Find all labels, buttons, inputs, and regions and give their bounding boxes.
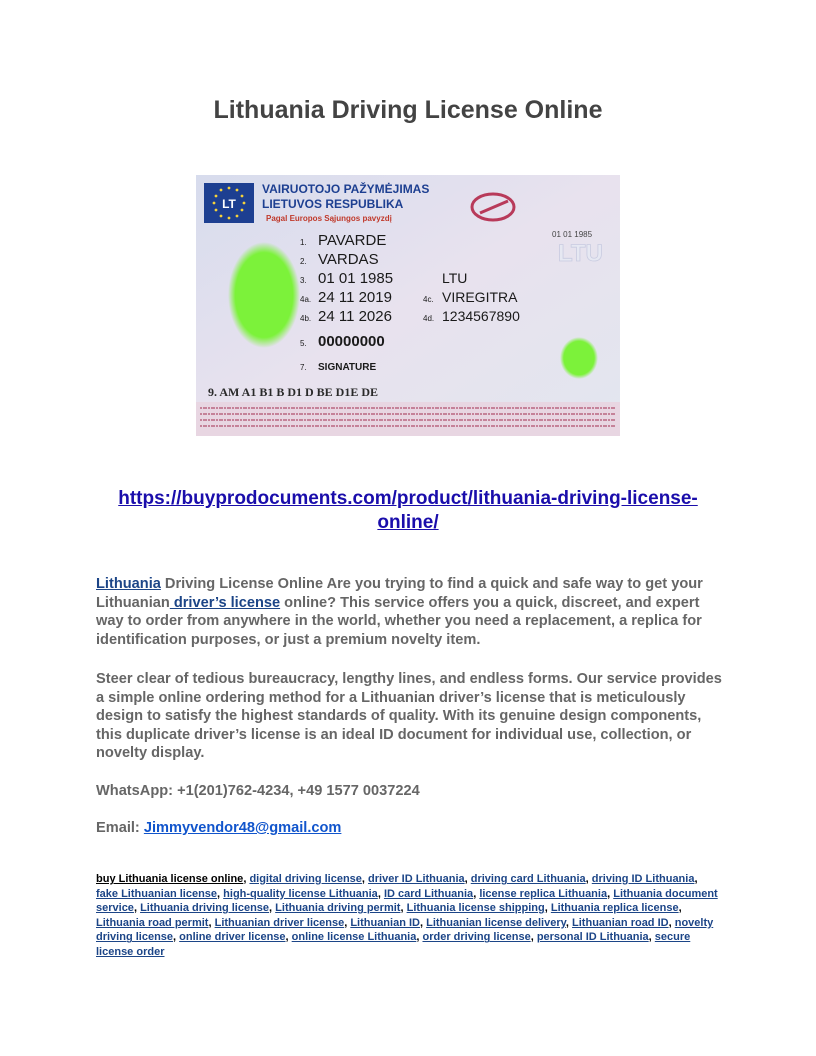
photo-placeholder (228, 242, 300, 348)
card-field-value: 1234567890 (442, 308, 520, 324)
tag-link[interactable]: Lithuania road permit (96, 916, 209, 929)
tag-link[interactable]: novelty driving license (96, 916, 714, 944)
tag-link[interactable]: digital driving license (249, 873, 362, 885)
tag-link[interactable]: Lithuanian driver license (214, 916, 345, 929)
tag-link[interactable]: Lithuania driving permit (275, 902, 401, 915)
tag-link[interactable]: buy Lithuania license online (96, 873, 244, 885)
card-field-number: 4b. (300, 314, 312, 323)
card-field-value: PAVARDE (318, 232, 387, 249)
card-field-number: 7. (300, 363, 307, 372)
tag-link[interactable]: driver ID Lithuania (368, 873, 465, 885)
card-field-value: 24 11 2019 (318, 289, 392, 306)
card-field-number: 1. (300, 238, 307, 247)
card-field-value: 24 11 2026 (318, 308, 392, 325)
tag-link[interactable]: ID card Lithuania (383, 887, 474, 900)
tag-link[interactable]: order driving license (422, 931, 531, 944)
card-field-value: VARDAS (318, 251, 379, 268)
card-field-value: SIGNATURE (318, 362, 377, 373)
card-field-number: 4c. (423, 295, 434, 304)
tag-list: buy Lithuania license online, digital driving license, driver ID Lithuania, driving card Lithuania, driving ID Lithuania, fake Lithuanian license, high-quality license Lithuania, ID card Lithuania, license replica Lithuania, Lithuania document service, Lithuania driving license, Lithuania driving permit, Lithuania license shipping, Lithuania replica license, Lithuania road permit, Lithuanian driver license, Lithuanian ID, Lithuanian license delivery, Lithuanian road ID, novelty driving license, online driver license, online license Lithuania, order driving license, personal ID Lithuania, secure license order (96, 873, 718, 958)
card-categories: 9. AM A1 B1 B D1 D BE D1E DE (208, 385, 379, 399)
email-label: Email: (96, 820, 144, 836)
tag-link[interactable]: Lithuanian ID (350, 916, 420, 929)
card-header-line2: LIETUVOS RESPUBLIKA (262, 197, 404, 211)
whatsapp-contact: WhatsApp: +1(201)762-4234, +49 1577 0037224 (96, 783, 420, 799)
tag-link[interactable]: online driver license (179, 931, 286, 944)
tag-link[interactable]: Lithuanian license delivery (426, 916, 566, 929)
card-field-number: 4a. (300, 295, 312, 304)
card-watermark: LTU (558, 240, 603, 267)
intro-text-2: online? This service offers you a quick, discreet, and expert way to order from anywhere in the world, whether you need a replacement, a replica for identification purposes, or just a premium novelty item. (96, 594, 702, 648)
card-field-number: 3. (300, 276, 307, 285)
tag-link[interactable]: driving card Lithuania (470, 873, 586, 885)
tag-link[interactable]: Lithuanian road ID (572, 916, 669, 929)
email-contact (96, 820, 726, 836)
lithuania-link[interactable]: Lithuania (96, 576, 161, 592)
license-card-image (196, 175, 620, 436)
eu-badge-text: LT (222, 197, 236, 211)
card-field-value: 01 01 1985 (318, 270, 394, 287)
tag-link[interactable]: Lithuania driving license (140, 902, 270, 915)
card-field-number: 5. (300, 339, 307, 348)
product-link[interactable]: https://buyprodocuments.com/product/lithuania-driving-license-online/ (118, 488, 698, 533)
card-header-line1: VAIRUOTOJO PAŽYMĖJIMAS (262, 182, 430, 196)
email-link[interactable]: Jimmyvendor48@gmail.com (143, 820, 342, 836)
drivers-license-link[interactable]: driver’s license (169, 594, 281, 611)
tag-link[interactable]: online license Lithuania (291, 931, 417, 944)
signature-placeholder (560, 337, 598, 379)
page-title: Lithuania Driving License Online (213, 96, 603, 124)
tag-link[interactable]: secure license order (96, 931, 691, 958)
tag-link[interactable]: license replica Lithuania (479, 887, 608, 900)
card-header-line3: Pagal Europos Sąjungos pavyzdį (266, 214, 392, 223)
tag-link[interactable]: Lithuania replica license (550, 902, 679, 915)
tag-link[interactable]: high-quality license Lithuania (223, 887, 378, 900)
card-field-value: 00000000 (318, 333, 385, 350)
card-corner-date: 01 01 1985 (552, 230, 593, 239)
tag-link[interactable]: fake Lithuanian license (96, 887, 218, 900)
intro-text-1: Driving License Online Are you trying to find a quick and safe way to get your Lithuanian (96, 576, 703, 611)
card-field-number: 4d. (423, 314, 435, 323)
tag-link[interactable]: driving ID Lithuania (591, 873, 695, 885)
intro-paragraph (96, 575, 726, 649)
service-paragraph: Steer clear of tedious bureaucracy, lengthy lines, and endless forms. Our service provides a simple online ordering method for a Lithuanian driver’s license that is meticulously design to satisfy the highest standards of quality. With its genuine design components, this duplicate driver’s license is an ideal ID document for individual use, collection, or novelty display. (96, 671, 722, 761)
tag-link[interactable]: personal ID Lithuania (536, 931, 649, 944)
tag-link[interactable]: Lithuania license shipping (406, 902, 545, 915)
card-field-number: 2. (300, 257, 307, 266)
card-field-value: VIREGITRA (442, 289, 518, 305)
card-field-value: LTU (442, 270, 468, 286)
tag-link[interactable]: Lithuania document service (96, 887, 718, 915)
